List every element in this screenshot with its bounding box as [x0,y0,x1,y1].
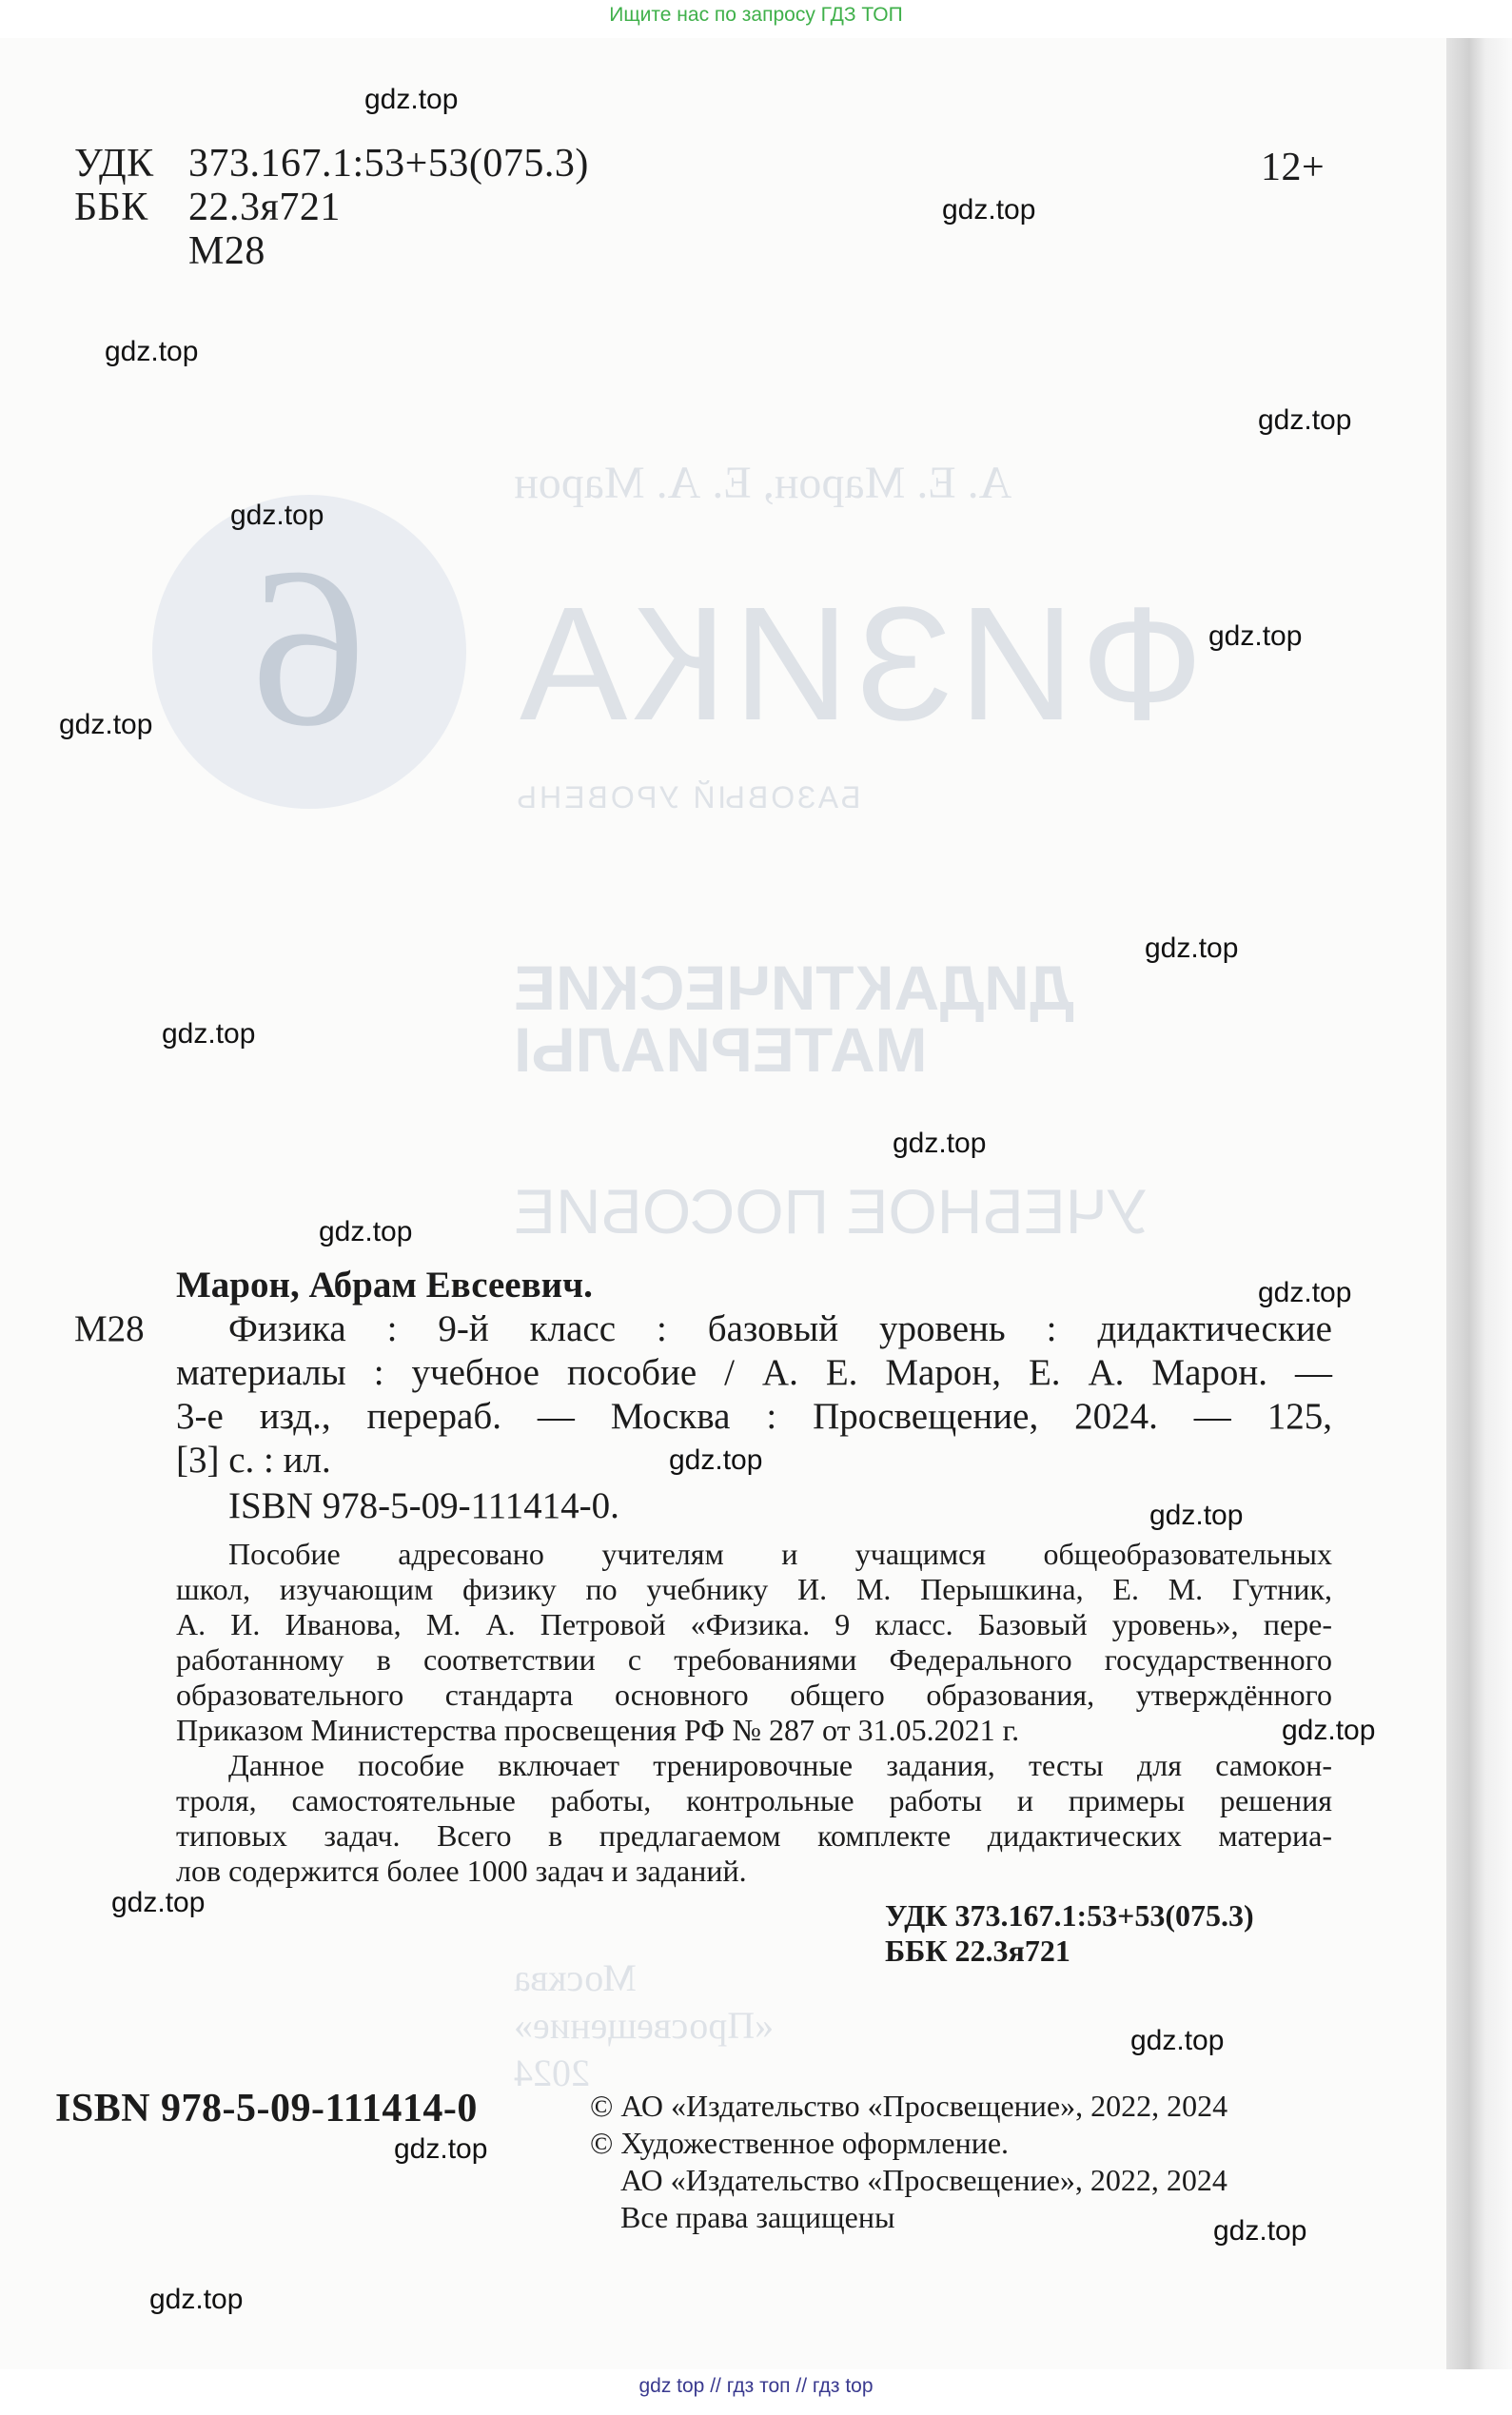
top-banner[interactable]: Ищите нас по запросу ГДЗ ТОП [609,4,903,26]
watermark: gdz.top [1149,1500,1244,1531]
record-desc-line: [3] с. : ил. [176,1440,331,1481]
watermark: gdz.top [1130,2025,1225,2056]
page-edge-shadow [1446,38,1512,2369]
age-rating: 12+ [1261,146,1325,189]
watermark: gdz.top [1208,620,1303,652]
footer-isbn: ISBN 978-5-09-111414-0 [55,2087,478,2130]
watermark: gdz.top [1258,404,1352,436]
record-code: М28 [74,1308,145,1349]
copyright-line: © АО «Издательство «Просвещение», 2022, 2024 [590,2089,1228,2123]
ghost-city: Москва [514,1956,637,1999]
watermark: gdz.top [111,1887,206,1918]
watermark: gdz.top [162,1018,256,1050]
ghost-authors: А. Е. Марон, Е. А. Марон [514,458,1012,508]
watermark: gdz.top [105,336,199,367]
watermark: gdz.top [669,1444,763,1476]
ghost-series-line2: МАТЕРИАЛЫ [514,1014,928,1085]
watermark: gdz.top [364,84,459,115]
annotation-line: типовых задач. Всего в предлагаемом комплекте дидактических материа- [176,1818,1332,1853]
annotation-line: Приказом Министерства просвещения РФ № 287 от 31.05.2021 г. [176,1713,1020,1747]
udk-label: УДК [74,142,154,186]
record-isbn: ISBN 978-5-09-111414-0. [228,1485,619,1526]
record-author: Марон, Абрам Евсеевич. [176,1265,593,1306]
watermark: gdz.top [59,709,153,740]
watermark: gdz.top [1145,933,1239,964]
watermark: gdz.top [1213,2215,1307,2247]
udk-value: 373.167.1:53+53(075.3) [188,142,589,186]
bottom-banner[interactable]: gdz top // гдз топ // гдз top [638,2375,874,2397]
record-desc-line: 3-е изд., перераб. — Москва : Просвещение, 2024. — 125, [176,1396,1332,1437]
record-bbk-footer: ББК 22.3я721 [885,1934,1070,1968]
bbk-value: 22.3я721 [188,186,341,229]
watermark: gdz.top [149,2284,244,2315]
annotation-line: троля, самостоятельные работы, контрольные работы и примеры решения [176,1783,1332,1817]
watermark: gdz.top [893,1128,987,1159]
copyright-line: АО «Издательство «Просвещение», 2022, 2024 [620,2163,1227,2197]
annotation-line: А. И. Иванова, М. А. Петровой «Физика. 9 класс. Базовый уровень», пере- [176,1607,1332,1641]
ghost-publisher: «Просвещение» [514,2004,775,2047]
annotation-line: Пособие адресовано учителям и учащимся общеобразовательных [228,1537,1332,1571]
annotation-line: работанному в соответствии с требованиями Федерального государственного [176,1642,1332,1677]
ghost-level: БАЗОВЫЙ УРОВЕНЬ [514,780,861,815]
record-desc-line: Физика : 9-й класс : базовый уровень : дидактические [228,1308,1332,1349]
watermark: gdz.top [942,194,1036,226]
annotation-line: лов содержится более 1000 задач и заданий. [176,1854,747,1888]
annotation-line: Данное пособие включает тренировочные задания, тесты для самокон- [228,1748,1332,1782]
ghost-series-line1: ДИДАКТИЧЕСКИЕ [514,952,1074,1023]
copyright-line: Все права защищены [620,2200,895,2234]
ghost-subject: ФИЗИКА [514,574,1204,755]
bbk-label: ББК [74,186,148,229]
ghost-year: 2024 [514,2052,590,2094]
watermark: gdz.top [1258,1277,1352,1308]
watermark: gdz.top [319,1216,413,1247]
record-desc-line: материалы : учебное пособие / А. Е. Марон, Е. А. Марон. — [176,1352,1332,1393]
record-udk-footer: УДК 373.167.1:53+53(075.3) [885,1898,1254,1933]
watermark: gdz.top [230,500,324,531]
annotation-line: школ, изучающим физику по учебнику И. М. Перышкина, Е. М. Гутник, [176,1572,1332,1606]
watermark: gdz.top [1282,1715,1376,1746]
watermark: gdz.top [394,2133,488,2165]
author-mark: М28 [188,229,265,273]
annotation-line: образовательного стандарта основного общего образования, утверждённого [176,1678,1332,1712]
copyright-line: © Художественное оформление. [590,2126,1010,2160]
ghost-grade-number: 9 [252,525,366,778]
ghost-kind: УЧЕБНОЕ ПОСОБИЕ [514,1176,1148,1247]
